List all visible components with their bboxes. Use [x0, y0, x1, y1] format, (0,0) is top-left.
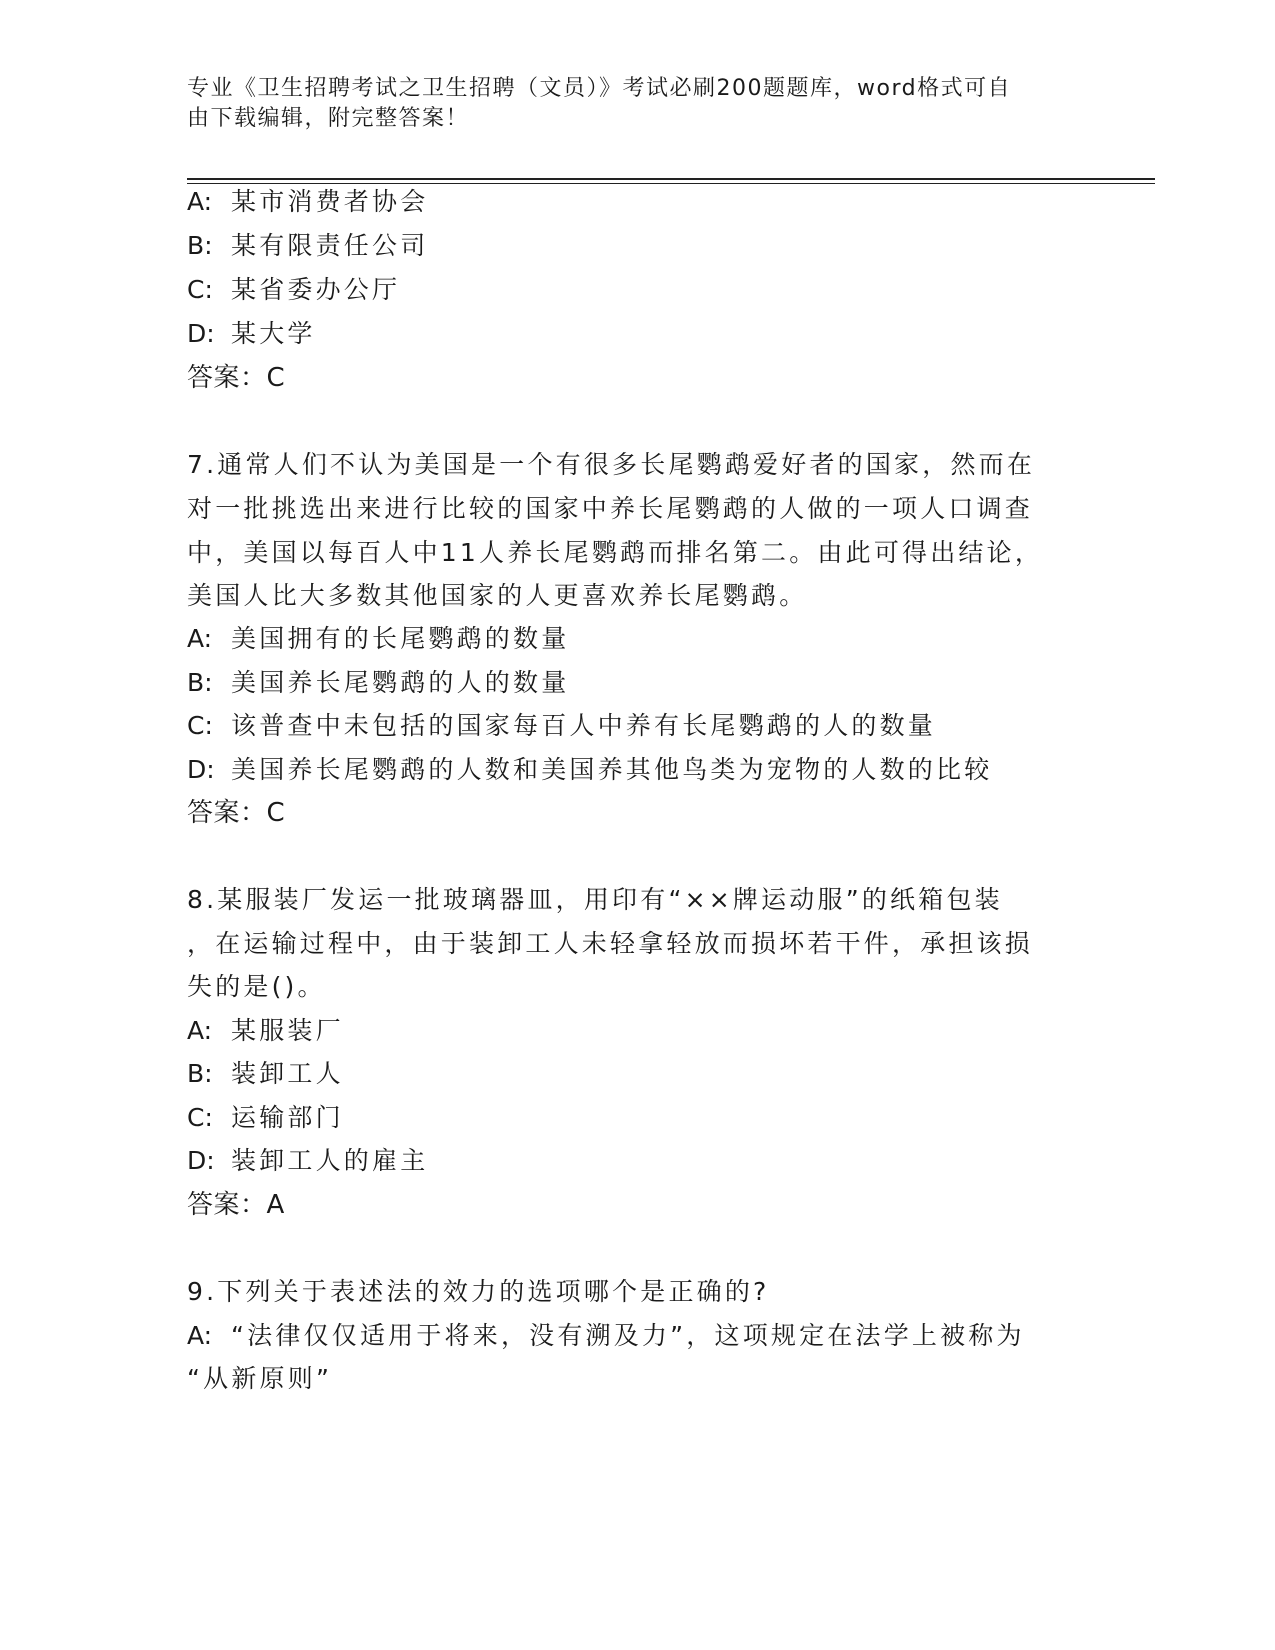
q6-option-a	[187, 186, 428, 218]
header-line-2: 由下载编辑，附完整答案！	[187, 106, 470, 131]
option-text: 该普查中未包括的国家每百人中养有长尾鹦鹉的人的数量	[231, 711, 937, 740]
option-letter: B:	[187, 668, 213, 697]
q7-stem-line-1: 7.通常人们不认为美国是一个有很多长尾鹦鹉爱好者的国家，然而在	[187, 450, 1036, 479]
option-text: 某省委办公厅	[231, 275, 401, 304]
header-divider	[187, 178, 1155, 180]
q7-stem-line-3: 中，美国以每百人中11人养长尾鹦鹉而排名第二。由此可得出结论，	[187, 538, 1044, 567]
option-text: 某市消费者协会	[231, 187, 429, 216]
option-text: 某大学	[231, 319, 316, 348]
option-text: 某有限责任公司	[231, 231, 429, 260]
q6-option-b	[187, 230, 428, 262]
q9-stem-line-1: 9.下列关于表述法的效力的选项哪个是正确的?	[187, 1277, 770, 1306]
header-divider-thin	[187, 183, 1155, 184]
q7-option-a	[187, 623, 569, 655]
option-letter: C:	[187, 711, 213, 740]
q7-option-d	[187, 754, 992, 786]
q6-option-c	[187, 274, 400, 306]
option-text: 装卸工人的雇主	[231, 1146, 429, 1175]
q8-option-d	[187, 1145, 428, 1177]
option-letter: B:	[187, 1059, 213, 1088]
option-text: 美国养长尾鹦鹉的人的数量	[231, 668, 570, 697]
option-letter: A:	[187, 624, 213, 653]
option-letter: A:	[187, 1016, 213, 1045]
option-letter: D:	[187, 755, 215, 784]
q8-option-b	[187, 1058, 344, 1090]
q8-stem-line-3: 失的是()。	[187, 972, 326, 1001]
option-text: “法律仅仅适用于将来，没有溯及力”，这项规定在法学上被称为	[231, 1321, 1025, 1350]
q8-option-a	[187, 1015, 344, 1047]
option-letter: D:	[187, 1146, 215, 1175]
q9-option-a-continuation: “从新原则”	[187, 1364, 333, 1393]
option-text: 装卸工人	[231, 1059, 344, 1088]
option-letter: C:	[187, 275, 213, 304]
option-letter: A:	[187, 1321, 213, 1350]
q6-answer: 答案：C	[187, 363, 286, 393]
q8-stem-line-2: ，在运输过程中，由于装卸工人未轻拿轻放而损坏若干件，承担该损	[187, 929, 1034, 958]
document-header	[187, 74, 1067, 134]
q9-option-a	[187, 1320, 1025, 1352]
q7-option-c	[187, 710, 936, 742]
q8-stem-line-1: 8.某服装厂发运一批玻璃器皿，用印有“××牌运动服”的纸箱包装	[187, 885, 1003, 914]
q7-option-b	[187, 667, 569, 699]
q6-option-d	[187, 318, 316, 350]
q7-stem-line-2: 对一批挑选出来进行比较的国家中养长尾鹦鹉的人做的一项人口调查	[187, 494, 1034, 523]
q8-answer: 答案：A	[187, 1190, 285, 1220]
q7-stem-line-4: 美国人比大多数其他国家的人更喜欢养长尾鹦鹉。	[187, 581, 808, 610]
option-letter: D:	[187, 319, 215, 348]
option-text: 美国拥有的长尾鹦鹉的数量	[231, 624, 570, 653]
q7-answer: 答案：C	[187, 798, 286, 828]
option-letter: A:	[187, 187, 213, 216]
option-text: 美国养长尾鹦鹉的人数和美国养其他鸟类为宠物的人数的比较	[231, 755, 993, 784]
header-line-1: 专业《卫生招聘考试之卫生招聘（文员）》考试必刷200题题库，word格式可自	[187, 76, 1012, 101]
option-text: 某服装厂	[231, 1016, 344, 1045]
option-letter: B:	[187, 231, 213, 260]
q8-option-c	[187, 1102, 344, 1134]
option-letter: C:	[187, 1103, 213, 1132]
option-text: 运输部门	[231, 1103, 344, 1132]
